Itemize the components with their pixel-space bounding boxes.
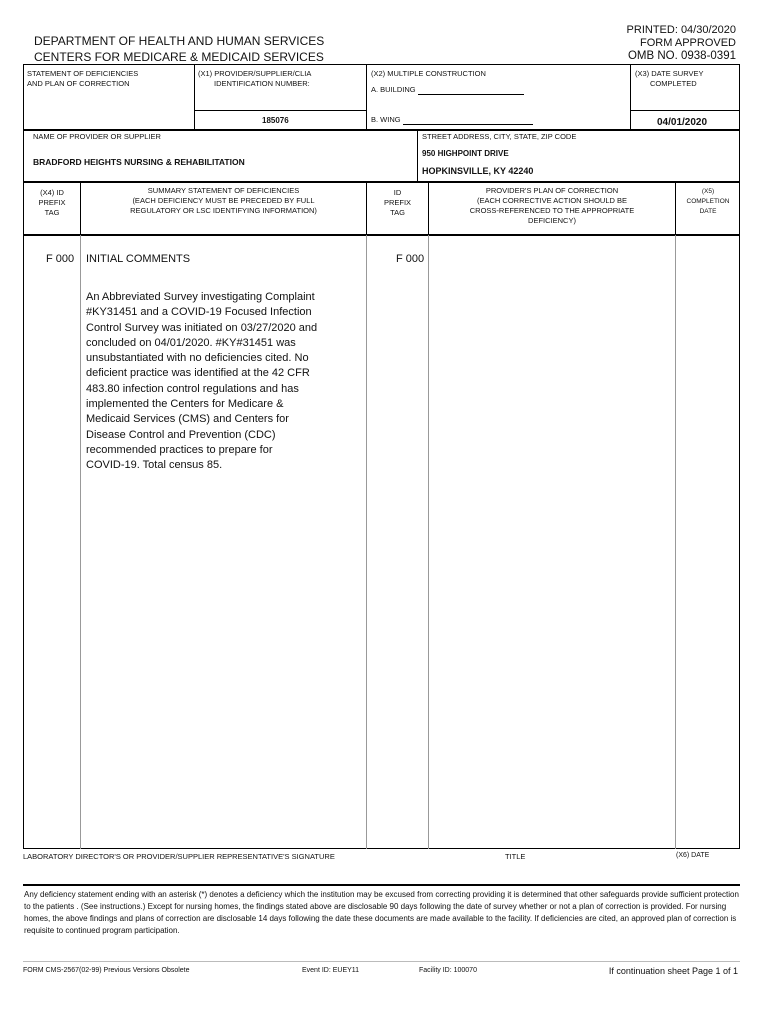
omb-number: OMB NO. 0938-0391: [627, 50, 736, 62]
deficiency-tag: F 000: [46, 253, 75, 265]
x1-label: (X1) PROVIDER/SUPPLIER/CLIA: [198, 69, 312, 78]
summary-header-line: (EACH DEFICIENCY MUST BE PRECEDED BY FULL: [132, 196, 315, 205]
form-approved: FORM APPROVED: [640, 37, 736, 49]
divider: [80, 235, 81, 849]
divider: [417, 130, 418, 182]
signature-label: LABORATORY DIRECTOR'S OR PROVIDER/SUPPLIER REPRESENTATIVE'S SIGNATURE: [23, 852, 335, 861]
entry-body-text: An Abbreviated Survey investigating Complaint #KY31451 and a COVID-19 Focused Infection Control Survey was initiated on 03/27/2020 and concluded on 04/01/2020. #KY#31451 was unsubstantiated with no deficiencies cited. No deficient practice was identified at the 42 CFR 483.80 infection control regulations and has implemented the Centers for Medicare & Medicaid Services (CMS) and Centers for Disease Control and Prevention (CDC) recommended practices to prepare for COVID-19. Total census 85.: [86, 291, 318, 472]
summary-header-line: SUMMARY STATEMENT OF DEFICIENCIES: [147, 186, 300, 195]
title-label: TITLE: [505, 852, 526, 861]
building-label: A. BUILDING: [371, 85, 416, 94]
divider: [366, 64, 367, 130]
divider: [630, 110, 740, 111]
provider-name: BRADFORD HEIGHTS NURSING & REHABILITATION: [33, 157, 245, 167]
building-field: [371, 85, 524, 95]
wing-label: B. WING: [371, 115, 401, 124]
divider: [630, 64, 631, 130]
id-header-line: ID: [393, 188, 402, 197]
printed-date: PRINTED: 04/30/2020: [626, 24, 736, 36]
x5-header-line: (X5): [701, 188, 715, 195]
divider: [366, 235, 367, 849]
x4-header: [24, 188, 80, 218]
wing-blank: [403, 124, 533, 125]
building-blank: [418, 94, 524, 95]
summary-header: [81, 186, 366, 216]
provider-name-label: NAME OF PROVIDER OR SUPPLIER: [33, 132, 161, 141]
footer-rule: [23, 961, 740, 962]
x4-header-line: TAG: [44, 208, 60, 217]
x4-header-line: (X4) ID: [40, 188, 64, 197]
x5-header-line: DATE: [699, 208, 717, 215]
provider-id-number: 185076: [262, 116, 289, 125]
x3-label: COMPLETED: [650, 79, 697, 88]
divider: [675, 235, 676, 849]
agency-name: CENTERS FOR MEDICARE & MEDICAID SERVICES: [34, 50, 324, 64]
signature-rule: [23, 884, 740, 886]
city-state-zip: HOPKINSVILLE, KY 42240: [422, 166, 534, 176]
id-header-line: TAG: [390, 208, 405, 217]
street-address: 950 HIGHPOINT DRIVE: [422, 149, 509, 158]
plan-header-line: PROVIDER'S PLAN OF CORRECTION: [485, 186, 619, 195]
x3-label: (X3) DATE SURVEY: [635, 69, 704, 78]
plan-header-line: CROSS-REFERENCED TO THE APPROPRIATE: [469, 206, 635, 215]
facility-id: Facility ID: 100070: [419, 967, 477, 974]
statement-label: STATEMENT OF DEFICIENCIES: [27, 69, 139, 78]
x5-header: [676, 187, 740, 217]
summary-header-line: REGULATORY OR LSC IDENTIFYING INFORMATION): [130, 206, 317, 215]
survey-completed-date: 04/01/2020: [657, 117, 708, 128]
plan-header-line: (EACH CORRECTIVE ACTION SHOULD BE: [476, 196, 628, 205]
date-label: (X6) DATE: [676, 852, 710, 859]
disclosure-note: Any deficiency statement ending with an asterisk (*) denotes a deficiency which the institution may be excused from correcting providing it is determined that other safeguards provide sufficient protection to the patients . (See instructions.) Except for nursing homes, the findings stated above are disclosable 90 days following the date of survey whether or not a plan of correction is provided. For nursing homes, the above findings and plans of correction are disclosable 14 days following the date these documents are made available to the facility. If deficiencies are cited, an approved plan of correction is requisite to continued program participation.: [24, 890, 739, 935]
x5-header-line: COMPLETION: [686, 198, 730, 205]
statement-label: AND PLAN OF CORRECTION: [27, 79, 130, 88]
x4-header-line: PREFIX: [38, 198, 66, 207]
x2-label: (X2) MULTIPLE CONSTRUCTION: [371, 69, 486, 78]
entry-heading: INITIAL COMMENTS: [86, 253, 191, 265]
correction-tag: F 000: [396, 253, 425, 265]
form-number: FORM CMS-2567(02-99) Previous Versions Obsolete: [23, 967, 190, 974]
event-id: Event ID: EUEY11: [302, 967, 360, 974]
wing-field: [371, 115, 533, 125]
address-label: STREET ADDRESS, CITY, STATE, ZIP CODE: [422, 132, 577, 141]
divider: [194, 110, 366, 111]
id-header: [367, 188, 428, 218]
plan-header: [429, 186, 675, 226]
divider: [428, 235, 429, 849]
x1-label: IDENTIFICATION NUMBER:: [214, 79, 310, 88]
plan-header-line: DEFICIENCY): [528, 216, 576, 225]
page-indicator: If continuation sheet Page 1 of 1: [608, 966, 738, 976]
id-header-line: PREFIX: [383, 198, 412, 207]
department-name: DEPARTMENT OF HEALTH AND HUMAN SERVICES: [34, 34, 325, 48]
divider: [194, 64, 195, 130]
